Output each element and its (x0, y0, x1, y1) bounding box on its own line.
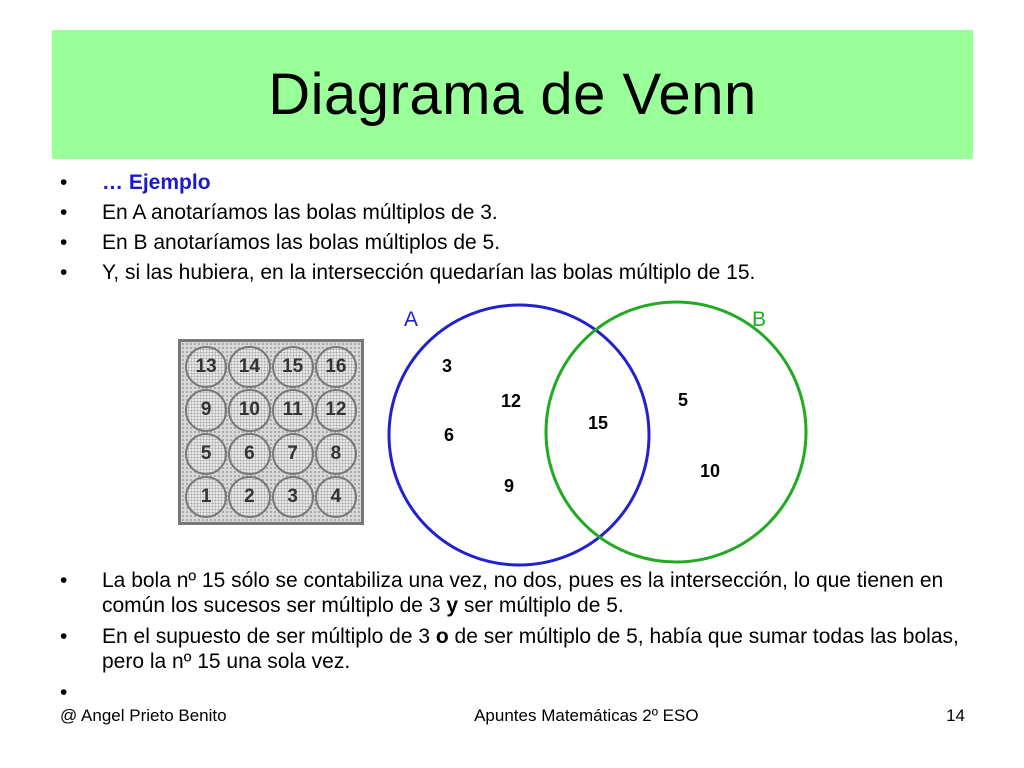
bullet-bold-word: y (446, 594, 459, 617)
ball: 4 (315, 476, 357, 518)
bullet-intersection (60, 258, 990, 288)
bullet-set-b (60, 228, 990, 258)
bullet-marker: • (60, 625, 68, 648)
ball: 12 (315, 389, 357, 431)
slide-title: Diagrama de Venn (268, 62, 757, 127)
bullet-text-part: En el supuesto de ser múltiplo de 3 (102, 625, 436, 648)
bullet-marker: • (60, 171, 68, 194)
ball: 1 (185, 476, 227, 518)
bullet-marker: • (60, 201, 68, 224)
bullet-empty (60, 680, 990, 705)
venn-label-a: A (404, 308, 419, 331)
footer-author: @ Angel Prieto Benito (60, 706, 227, 725)
ball: 13 (185, 346, 227, 388)
bullet-list-top (60, 168, 990, 288)
ball: 10 (228, 389, 270, 431)
ball: 2 (228, 476, 270, 518)
bullet-list-bottom (60, 568, 990, 711)
bullet-bold-word: o (435, 625, 449, 648)
ball: 15 (272, 346, 314, 388)
bullet-text (102, 624, 990, 674)
venn-circle-b (546, 302, 806, 562)
ball: 6 (228, 433, 270, 475)
ball: 7 (272, 433, 314, 475)
venn-number-a-only: 12 (501, 391, 522, 411)
ball: 8 (315, 433, 357, 475)
bullet-text: Y, si las hubiera, en la intersección quedarían las bolas múltiplo de 15. (102, 261, 756, 284)
venn-number-b-only: 10 (700, 461, 721, 481)
bullet-count-once (60, 568, 990, 618)
title-bar (52, 30, 973, 159)
venn-label-b: B (752, 308, 767, 331)
ball: 14 (228, 346, 270, 388)
venn-number-b-only: 5 (678, 390, 689, 410)
bullet-marker: • (60, 569, 68, 592)
venn-diagram (380, 300, 820, 572)
bullet-text: En A anotaríamos las bolas múltiplos de 3. (102, 201, 498, 224)
venn-number-a-only: 6 (444, 425, 455, 445)
venn-number-intersection: 15 (588, 413, 609, 433)
ball: 16 (315, 346, 357, 388)
ball: 3 (272, 476, 314, 518)
bullet-text: En B anotaríamos las bolas múltiplos de 5. (102, 231, 501, 254)
bullet-text (102, 568, 990, 618)
bullet-example (60, 168, 990, 198)
bullet-marker: • (60, 261, 68, 284)
venn-circle-a (389, 305, 649, 565)
bullet-marker: • (60, 231, 68, 254)
ball: 11 (272, 389, 314, 431)
venn-number-a-only: 9 (504, 476, 515, 496)
bullet-text-part: de ser múltiplo de 5, había que sumar todas las bolas, pero la nº 15 una sola vez. (102, 625, 959, 673)
bullet-text: … Ejemplo (102, 171, 211, 194)
bullet-union (60, 624, 990, 674)
venn-number-a-only: 3 (442, 356, 453, 376)
ball: 9 (185, 389, 227, 431)
footer-course: Apuntes Matemáticas 2º ESO (474, 706, 699, 725)
bullet-marker: • (60, 681, 68, 704)
balls-grid (178, 339, 364, 525)
footer (60, 706, 965, 730)
ball: 5 (185, 433, 227, 475)
bullet-text-part: La bola nº 15 sólo se contabiliza una vez, no dos, pues es la intersección, lo que tienen en común los sucesos ser múltiplo de 3 (102, 569, 944, 617)
bullet-text-part: ser múltiplo de 5. (458, 594, 624, 617)
bullet-set-a (60, 198, 990, 228)
footer-page-number: 14 (946, 706, 965, 725)
